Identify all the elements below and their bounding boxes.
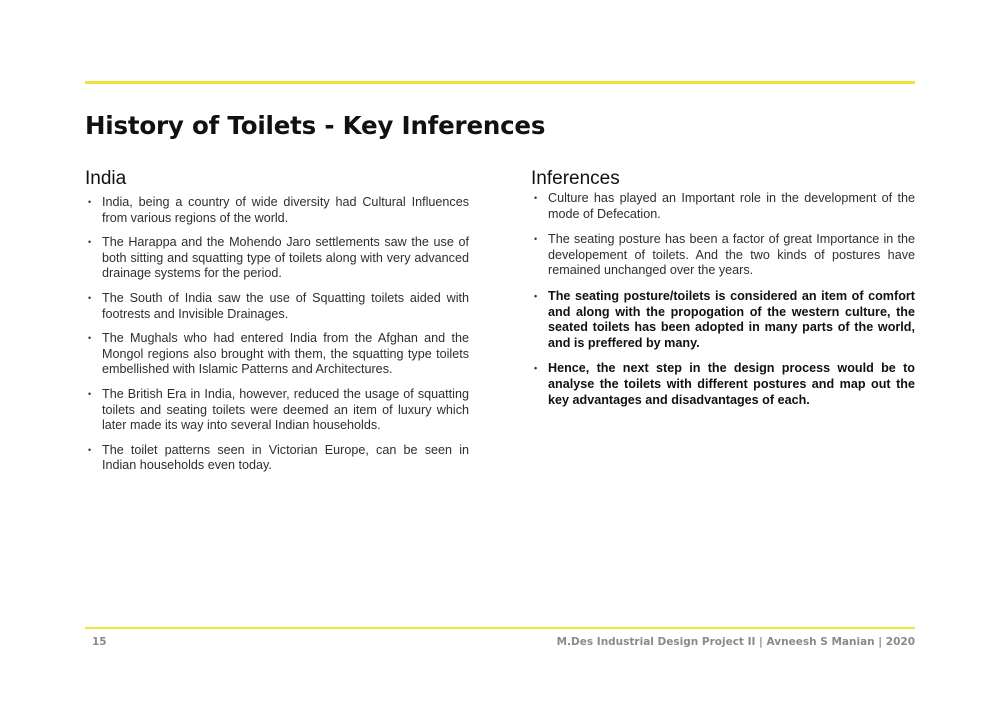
bullet-dot-icon: • — [534, 234, 538, 245]
top-accent-rule — [85, 81, 915, 84]
list-item-text: The toilet patterns seen in Victorian Europe, can be seen in Indian households even today. — [102, 442, 469, 473]
bullet-dot-icon: • — [88, 237, 92, 248]
list-item — [85, 235, 469, 282]
bullet-dot-icon: • — [88, 444, 92, 455]
bottom-accent-rule — [85, 627, 915, 629]
list-item — [531, 191, 915, 222]
bullet-dot-icon: • — [88, 292, 92, 303]
bullet-dot-icon: • — [534, 193, 538, 203]
list-item-text: The South of India saw the use of Squatting toilets aided with footrests and Invisible Drainages. — [102, 290, 469, 321]
list-item — [531, 232, 915, 279]
list-item-text: Culture has played an Important role in the development of the mode of Defecation. — [548, 191, 915, 221]
list-item — [531, 361, 915, 408]
inferences-bullet-list — [531, 191, 915, 408]
list-item — [85, 443, 469, 474]
page-number: 15 — [92, 636, 107, 648]
inferences-column — [531, 167, 915, 418]
bullet-dot-icon: • — [88, 333, 92, 344]
bullet-dot-icon: • — [534, 363, 538, 374]
list-item-text: Hence, the next step in the design process would be to analyse the toilets with different postures and map out the key advantages and disadvantages of each. — [548, 361, 915, 407]
bullet-dot-icon: • — [534, 290, 538, 301]
list-item-text: The Mughals who had entered India from the Afghan and the Mongol regions also brought with them, the squatting type toilets embellished with Islamic Patterns and Architectures. — [102, 331, 469, 377]
list-item-text: The seating posture/toilets is considered an item of comfort and along with the propogation of the western culture, the seated toilets has been adopted in many parts of the world, and is preffered by many. — [548, 288, 915, 350]
list-item — [85, 387, 469, 434]
list-item-text: The British Era in India, however, reduced the usage of squatting toilets and seating toilets were deemed an item of luxury which later made its way into several Indian households. — [102, 386, 469, 433]
list-item — [85, 291, 469, 322]
india-bullet-list — [85, 195, 469, 474]
list-item — [85, 195, 469, 226]
footer-credit: M.Des Industrial Design Project II | Avneesh S Manian | 2020 — [556, 636, 915, 648]
list-item — [531, 289, 915, 351]
india-heading: India — [85, 168, 127, 189]
inferences-heading: Inferences — [531, 168, 620, 189]
page-title: History of Toilets - Key Inferences — [85, 111, 546, 140]
india-column — [85, 167, 469, 483]
bullet-dot-icon: • — [88, 197, 92, 207]
bullet-dot-icon: • — [88, 388, 92, 399]
list-item-text: India, being a country of wide diversity had Cultural Influences from various regions of the world. — [102, 195, 469, 225]
list-item-text: The Harappa and the Mohendo Jaro settlements saw the use of both sitting and squatting type of toilets along with very advanced drainage systems for the period. — [102, 235, 469, 281]
list-item-text: The seating posture has been a factor of great Importance in the developement of toilets. And the two kinds of postures have remained unchanged over the years. — [548, 232, 915, 278]
list-item — [85, 331, 469, 378]
